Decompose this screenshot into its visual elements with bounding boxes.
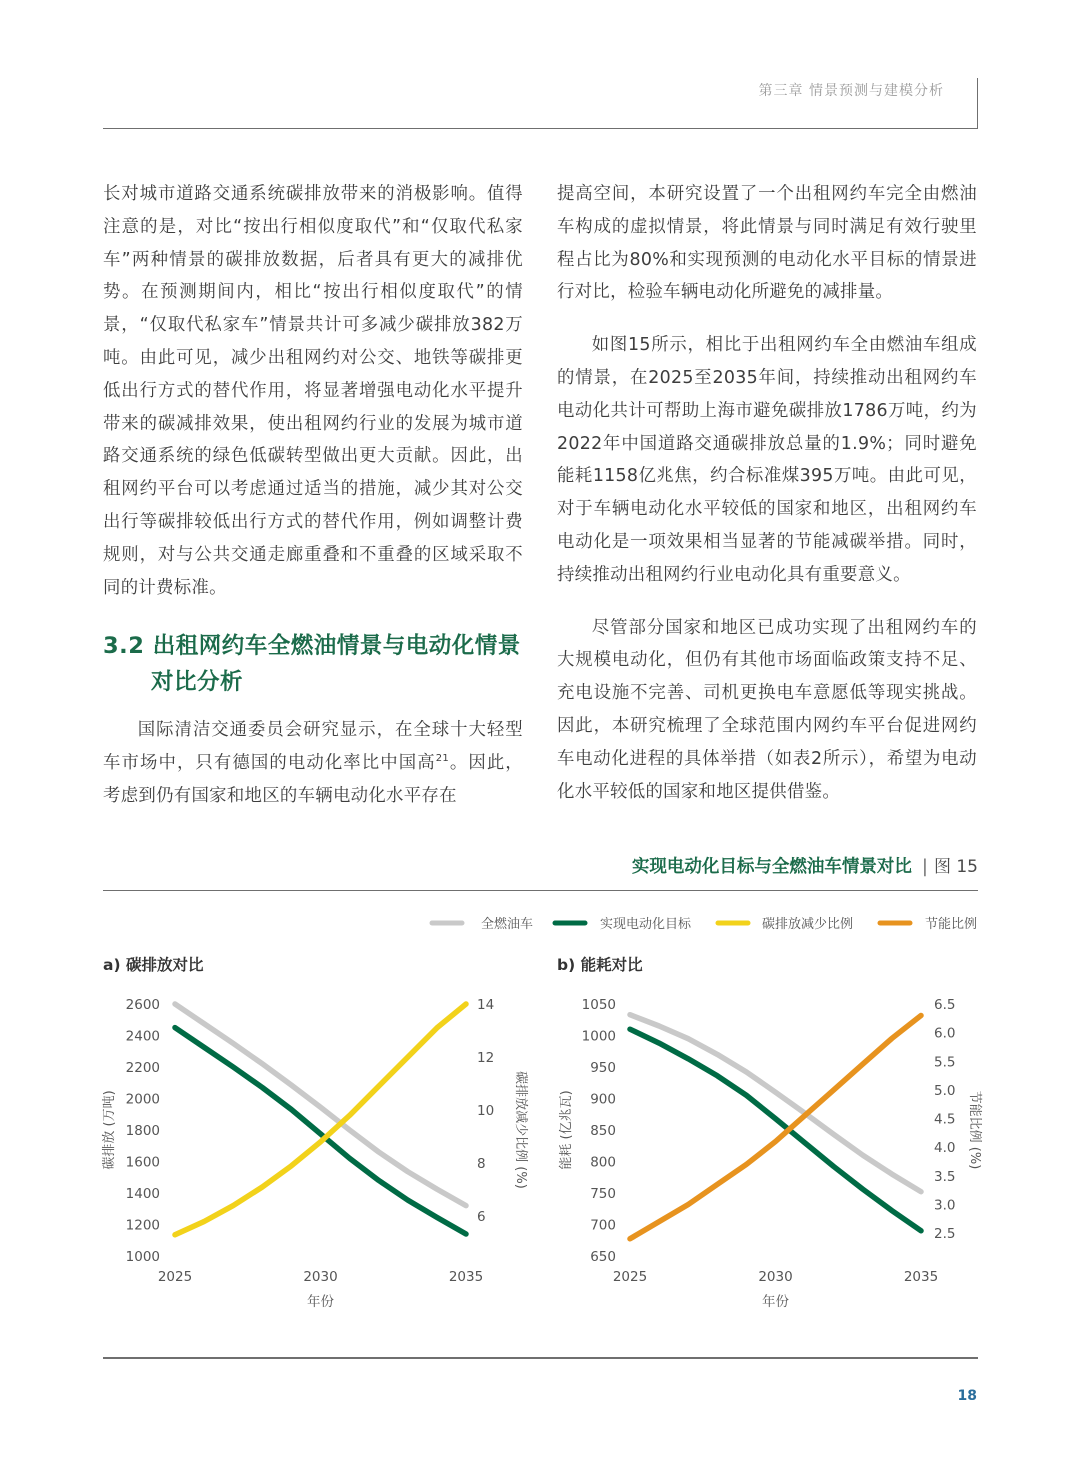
left-paragraph-2-end: 。因此，考虑到仍有国家和地区的车辆电动化水平存在: [103, 753, 524, 806]
legend-label-0: 全燃油车: [481, 917, 534, 932]
right-paragraph-2: 如图15所示，相比于出租网约车全由燃油车组成的情景，在2025至2035年间，持续推动出租网约车电动化共计可帮助上海市避免碳排放1786万吨，约为2022年中国道路交通碳排放总量的1.9%；同时避免能耗1158亿兆焦，约合标准煤395万吨。由此可见，对于车辆电动化水平较低的国家和地区，出租网约车电动化是一项效果相当显著的节能减碳举措。同时，持续推动出租网约行业电动化具有重要意义。: [557, 335, 977, 585]
chart-b-title: b) 能耗对比: [557, 956, 643, 974]
chart-b-ytick-left-5: 900: [590, 1091, 616, 1108]
chart-b-ytick-right-1: 3.0: [934, 1197, 956, 1214]
chart-a-ylabel-left: 碳排放 (万吨): [102, 1090, 117, 1170]
right-paragraph-3: 尽管部分国家和地区已成功实现了出租网约车的大规模电动化，但仍有其他市场面临政策支持不足、充电设施不完善、司机更换电车意愿低等现实挑战。因此，本研究梳理了全球范围内网约车平台促进网约车电动化进程的具体举措（如表2所示），希望为电动化水平较低的国家和地区提供借鉴。: [557, 617, 977, 802]
chart-b-xtick-2: 2035: [903, 1269, 939, 1285]
chart-b-ytick-left-0: 650: [590, 1249, 616, 1265]
chart-b-ytick-right-4: 4.5: [934, 1111, 956, 1128]
chart-b-ytick-left-1: 700: [590, 1217, 616, 1234]
chart-b-ytick-right-7: 6.0: [934, 1025, 956, 1042]
chart-a-series-1: [175, 1028, 466, 1234]
chart-a-series-2: [175, 1004, 466, 1235]
footnote-ref[interactable]: 21: [435, 753, 450, 765]
chart-a-title: a) 碳排放对比: [103, 956, 204, 974]
chart-b-xtick-0: 2025: [612, 1269, 648, 1285]
figure-header: [103, 852, 978, 891]
chart-a-series-0: [175, 1004, 466, 1206]
figure-title-separator: |: [921, 856, 928, 877]
figure-15-chart: [0, 890, 1080, 1350]
figure-bottom-rule: [103, 1357, 978, 1359]
chart-b-xlabel: 年份: [762, 1294, 789, 1310]
chart-a-ytick-left-6: 2200: [125, 1060, 160, 1076]
left-paragraph-1: 长对城市道路交通系统碳排放带来的消极影响。值得注意的是，对比“按出行相似度取代”和“仅取代私家车”两种情景的碳排放数据，后者具有更大的减排优势。在预测期间内，相比“按出行相似度取代”的情景，“仅取代私家车”情景共计可多减少碳排放382万吨。由此可见，减少出租网约对公交、地铁等碳排更低出行方式的替代作用，将显著增强电动化水平提升带来的碳减排效果，使出租网约行业的发展为城市道路交通系统的绿色低碳转型做出更大贡献。因此，出租网约平台可以考虑通过适当的措施，减少其对公交出行等碳排较低出行方式的替代作用，例如调整计费规则，对与公共交通走廊重叠和不重叠的区域采取不同的计费标准。: [103, 184, 523, 598]
chart-a-ytick-right-0: 6: [477, 1209, 486, 1226]
chart-b-ytick-right-3: 4.0: [934, 1140, 956, 1157]
chart-a-xtick-2: 2035: [448, 1269, 484, 1285]
chart-a-ytick-right-2: 10: [477, 1103, 495, 1120]
chart-a-ytick-left-7: 2400: [125, 1028, 160, 1045]
chart-a-ytick-left-1: 1200: [125, 1217, 160, 1234]
chart-b-ylabel-right: 节能比例 (%): [967, 1090, 982, 1170]
chart-b-ytick-right-0: 2.5: [934, 1226, 956, 1243]
left-paragraph-2: [103, 714, 523, 812]
right-paragraph-1: 提高空间，本研究设置了一个出租网约车完全由燃油车构成的虚拟情景，将此情景与同时满足有效行驶里程占比为80%和实现预测的电动化水平目标的情景进行对比，检验车辆电动化所避免的减排量。: [557, 184, 977, 303]
chart-a-xtick-0: 2025: [157, 1269, 193, 1285]
chart-a-ylabel-right: 碳排放减少比例 (%): [513, 1071, 528, 1189]
chart-b-ytick-right-6: 5.5: [934, 1054, 956, 1071]
chart-b-ytick-left-2: 750: [590, 1186, 616, 1202]
chart-b-series-1: [630, 1029, 921, 1231]
page-header: [103, 78, 978, 129]
chart-b-ytick-right-5: 5.0: [934, 1082, 956, 1099]
chart-a-ytick-right-1: 8: [477, 1156, 486, 1173]
chart-a-ytick-right-3: 12: [477, 1050, 495, 1067]
chart-b-xtick-1: 2030: [758, 1269, 793, 1285]
chart-b-ylabel-left: 能耗 (亿兆瓦): [559, 1090, 574, 1170]
chart-b-ytick-left-4: 850: [590, 1123, 616, 1139]
figure-title: 实现电动化目标与全燃油车情景对比: [631, 857, 912, 877]
chart-b-ytick-right-2: 3.5: [934, 1168, 956, 1185]
page-number: 18: [957, 1388, 977, 1404]
right-column: [557, 178, 977, 828]
chart-b-ytick-right-8: 6.5: [934, 997, 956, 1013]
chart-b-ytick-left-7: 1000: [581, 1028, 616, 1045]
section-title: 3.2 出租网约车全燃油情景与电动化情景对比分析: [103, 633, 521, 696]
chart-a-ytick-left-0: 1000: [125, 1249, 160, 1265]
figure-number: 图 15: [933, 857, 978, 877]
chart-a-xtick-1: 2030: [303, 1269, 338, 1285]
legend-label-1: 实现电动化目标: [600, 917, 692, 932]
header-divider: [977, 78, 979, 128]
chart-a-ytick-left-3: 1600: [125, 1154, 160, 1171]
chart-b-ytick-left-8: 1050: [581, 997, 616, 1013]
chapter-title: 第三章 情景预测与建模分析: [758, 83, 944, 99]
chart-b-ytick-left-6: 950: [590, 1060, 616, 1076]
left-paragraph-2-text: 国际清洁交通委员会研究显示，在全球十大轻型车市场中，只有德国的电动化率比中国高: [103, 720, 523, 774]
chart-b-series-0: [630, 1015, 921, 1192]
chart-a-ytick-right-4: 14: [477, 997, 495, 1013]
legend-label-2: 碳排放减少比例: [762, 917, 854, 932]
chart-a-ytick-left-4: 1800: [125, 1123, 160, 1139]
chart-a-ytick-left-5: 2000: [125, 1091, 160, 1108]
chart-b-ytick-left-3: 800: [590, 1154, 616, 1171]
legend-label-3: 节能比例: [925, 917, 978, 932]
chart-a-ytick-left-8: 2600: [125, 997, 160, 1013]
chart-a-xlabel: 年份: [307, 1294, 334, 1310]
chart-a-ytick-left-2: 1400: [125, 1186, 160, 1202]
left-column: [103, 178, 523, 833]
